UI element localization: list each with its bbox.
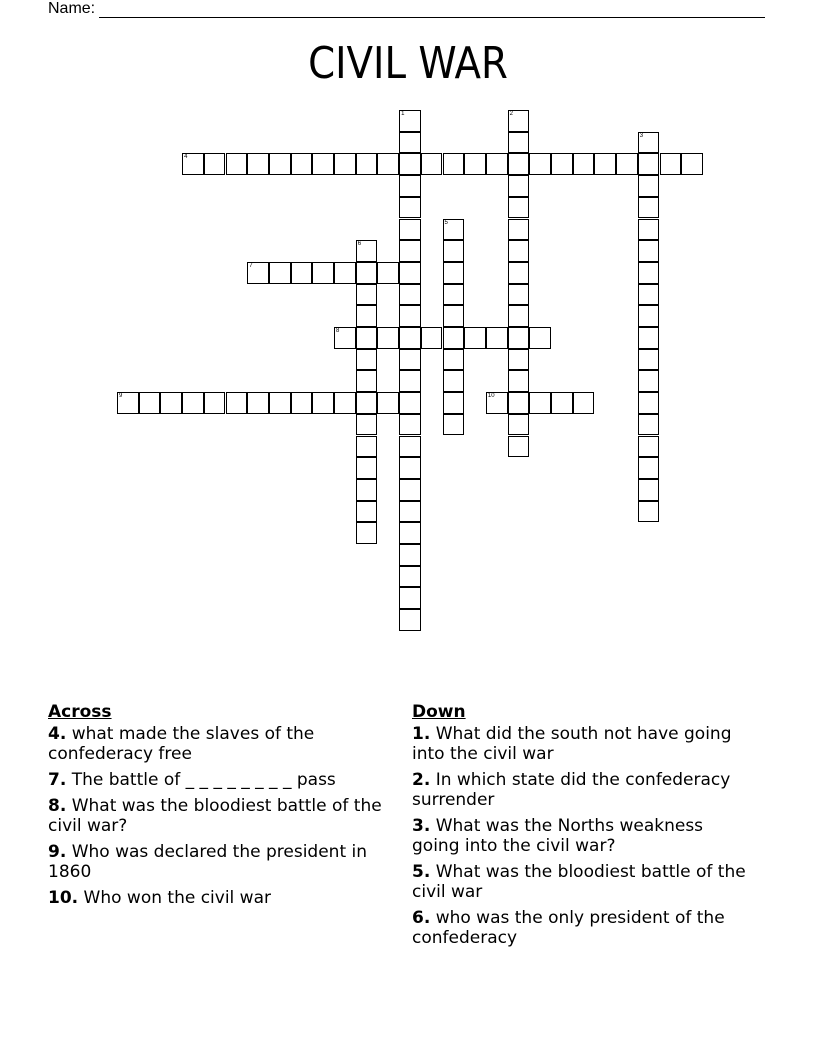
- clue-number: 5.: [412, 862, 431, 882]
- grid-cell[interactable]: [443, 392, 465, 414]
- grid-cell[interactable]: [182, 153, 204, 175]
- name-line[interactable]: [99, 3, 765, 18]
- grid-cell[interactable]: [269, 262, 291, 284]
- clue-text: Who won the civil war: [78, 888, 271, 908]
- grid-cell[interactable]: [356, 392, 378, 414]
- grid-cell[interactable]: [399, 305, 421, 327]
- clue-text: The battle of _ _ _ _ _ _ _ _ pass: [66, 770, 336, 790]
- clue-number-label: 8: [336, 328, 340, 334]
- grid-cell[interactable]: [638, 219, 660, 241]
- grid-cell[interactable]: [638, 479, 660, 501]
- grid-cell[interactable]: [464, 327, 486, 349]
- clue-number-label: 5: [444, 219, 448, 226]
- grid-cell[interactable]: [573, 392, 595, 414]
- grid-cell[interactable]: [638, 370, 660, 392]
- grid-cell[interactable]: [399, 479, 421, 501]
- grid-cell[interactable]: [399, 240, 421, 262]
- grid-cell[interactable]: [356, 436, 378, 458]
- clue-number: 7.: [48, 770, 67, 790]
- grid-cell[interactable]: [334, 327, 356, 349]
- clue-number-label: 3: [639, 132, 644, 139]
- grid-cell[interactable]: [334, 153, 356, 175]
- clue-number: 4.: [48, 724, 67, 744]
- grid-cell[interactable]: [508, 392, 530, 414]
- grid-cell[interactable]: [443, 349, 465, 371]
- grid-cell[interactable]: [638, 262, 660, 284]
- across-clue: [48, 888, 388, 908]
- clue-number: 2.: [412, 770, 431, 790]
- clue-number-label: 2: [509, 111, 513, 117]
- grid-cell[interactable]: [356, 327, 378, 349]
- grid-cell[interactable]: [356, 414, 378, 436]
- grid-cell[interactable]: [638, 501, 660, 523]
- clue-number: 6.: [412, 908, 431, 928]
- grid-cell[interactable]: [508, 349, 530, 371]
- grid-cell[interactable]: [226, 392, 248, 414]
- grid-cell[interactable]: [399, 370, 421, 392]
- grid-cell[interactable]: [638, 457, 660, 479]
- grid-cell[interactable]: [638, 175, 660, 197]
- grid-cell[interactable]: [356, 479, 378, 501]
- grid-cell[interactable]: [356, 262, 378, 284]
- across-clue: [48, 842, 388, 882]
- grid-cell[interactable]: [421, 153, 443, 175]
- clue-number: 1.: [412, 724, 431, 744]
- grid-cell[interactable]: [356, 153, 378, 175]
- grid-cell[interactable]: [399, 219, 421, 241]
- grid-cell[interactable]: [508, 284, 530, 306]
- page-title: CIVIL WAR: [308, 38, 508, 89]
- clue-number: 9.: [48, 842, 67, 862]
- grid-cell[interactable]: [638, 284, 660, 306]
- grid-cell[interactable]: [508, 153, 530, 175]
- clue-text: What was the bloodiest battle of the civil war: [412, 862, 746, 902]
- grid-cell[interactable]: [508, 175, 530, 197]
- down-clue: [412, 724, 752, 764]
- grid-cell[interactable]: [182, 392, 204, 414]
- grid-cell[interactable]: [247, 153, 269, 175]
- name-label: Name:: [48, 0, 96, 17]
- grid-cell[interactable]: [508, 197, 530, 219]
- grid-cell[interactable]: [529, 327, 551, 349]
- grid-cell[interactable]: [638, 349, 660, 371]
- clue-text: Who was declared the president in 1860: [48, 842, 368, 882]
- name-field[interactable]: [48, 0, 765, 18]
- grid-cell[interactable]: [291, 262, 313, 284]
- clue-text: What was the bloodiest battle of the civil war?: [48, 796, 382, 836]
- grid-cell[interactable]: [638, 153, 660, 175]
- grid-cell[interactable]: [638, 436, 660, 458]
- grid-cell[interactable]: [356, 349, 378, 371]
- grid-cell[interactable]: [486, 153, 508, 175]
- grid-cell[interactable]: [399, 349, 421, 371]
- grid-cell[interactable]: [443, 284, 465, 306]
- grid-cell[interactable]: [529, 153, 551, 175]
- grid-cell[interactable]: [638, 132, 660, 154]
- grid-cell[interactable]: [291, 392, 313, 414]
- grid-cell[interactable]: [312, 153, 334, 175]
- grid-cell[interactable]: [529, 392, 551, 414]
- grid-cell[interactable]: [443, 305, 465, 327]
- grid-cell[interactable]: [356, 240, 378, 262]
- grid-cell[interactable]: [399, 414, 421, 436]
- grid-cell[interactable]: [443, 370, 465, 392]
- grid-cell[interactable]: [312, 392, 334, 414]
- grid-cell[interactable]: [139, 392, 161, 414]
- clue-number-label: 1: [401, 111, 405, 117]
- across-heading: Across: [48, 702, 112, 722]
- grid-cell[interactable]: [399, 262, 421, 284]
- grid-cell[interactable]: [443, 414, 465, 436]
- grid-cell[interactable]: [486, 392, 508, 414]
- grid-cell[interactable]: [443, 219, 465, 241]
- clue-text: What was the Norths weakness going into the civil war?: [412, 816, 704, 856]
- grid-cell[interactable]: [508, 414, 530, 436]
- grid-cell[interactable]: [638, 197, 660, 219]
- clue-number-label: 7: [249, 262, 253, 269]
- grid-cell[interactable]: [356, 284, 378, 306]
- grid-cell[interactable]: [399, 132, 421, 154]
- grid-cell[interactable]: [377, 392, 399, 414]
- grid-cell[interactable]: [616, 153, 638, 175]
- grid-cell[interactable]: [356, 305, 378, 327]
- grid-cell[interactable]: [399, 153, 421, 175]
- grid-cell[interactable]: [377, 327, 399, 349]
- grid-cell[interactable]: [226, 153, 248, 175]
- grid-cell[interactable]: [399, 392, 421, 414]
- grid-cell[interactable]: [508, 327, 530, 349]
- clue-number: 10.: [48, 888, 79, 908]
- grid-cell[interactable]: [508, 262, 530, 284]
- grid-cell[interactable]: [399, 609, 421, 631]
- clue-text: what made the slaves of the confederacy free: [48, 724, 315, 764]
- grid-cell[interactable]: [508, 110, 530, 132]
- grid-cell[interactable]: [291, 153, 313, 175]
- down-heading: Down: [412, 702, 466, 722]
- grid-cell[interactable]: [443, 240, 465, 262]
- across-clue: [48, 796, 388, 836]
- grid-cell[interactable]: [399, 544, 421, 566]
- clue-number: 3.: [412, 816, 431, 836]
- grid-cell[interactable]: [508, 305, 530, 327]
- grid-cell[interactable]: [334, 262, 356, 284]
- clue-text: who was the only president of the confederacy: [412, 908, 725, 948]
- grid-cell[interactable]: [269, 153, 291, 175]
- across-clue: [48, 724, 388, 764]
- down-clues: [412, 702, 752, 954]
- grid-cell[interactable]: [399, 175, 421, 197]
- grid-cell[interactable]: [399, 197, 421, 219]
- grid-cell[interactable]: [594, 153, 616, 175]
- grid-cell[interactable]: [377, 153, 399, 175]
- grid-cell[interactable]: [356, 370, 378, 392]
- grid-cell[interactable]: [443, 327, 465, 349]
- grid-cell[interactable]: [204, 392, 226, 414]
- grid-cell[interactable]: [443, 262, 465, 284]
- grid-cell[interactable]: [573, 153, 595, 175]
- grid-cell[interactable]: [660, 153, 682, 175]
- grid-cell[interactable]: [160, 392, 182, 414]
- grid-cell[interactable]: [247, 262, 269, 284]
- down-clue: [412, 816, 752, 856]
- grid-cell[interactable]: [204, 153, 226, 175]
- grid-cell[interactable]: [638, 305, 660, 327]
- clue-text: What did the south not have going into the civil war: [412, 724, 732, 764]
- grid-cell[interactable]: [638, 392, 660, 414]
- grid-cell[interactable]: [508, 436, 530, 458]
- grid-cell[interactable]: [399, 327, 421, 349]
- grid-cell[interactable]: [356, 522, 378, 544]
- grid-cell[interactable]: [117, 392, 139, 414]
- grid-cell[interactable]: [464, 153, 486, 175]
- grid-cell[interactable]: [399, 587, 421, 609]
- grid-cell[interactable]: [551, 153, 573, 175]
- grid-cell[interactable]: [638, 240, 660, 262]
- grid-cell[interactable]: [356, 457, 378, 479]
- clue-number-label: 9: [119, 393, 123, 400]
- across-clues: [48, 702, 388, 914]
- grid-cell[interactable]: [399, 457, 421, 479]
- grid-cell[interactable]: [399, 522, 421, 544]
- clue-number-label: 10: [487, 393, 495, 400]
- grid-cell[interactable]: [681, 153, 703, 175]
- grid-cell[interactable]: [638, 414, 660, 436]
- grid-cell[interactable]: [312, 262, 334, 284]
- grid-cell[interactable]: [638, 327, 660, 349]
- down-clue: [412, 770, 752, 810]
- grid-cell[interactable]: [377, 262, 399, 284]
- clue-number: 8.: [48, 796, 67, 816]
- grid-cell[interactable]: [334, 392, 356, 414]
- grid-cell[interactable]: [421, 327, 443, 349]
- grid-cell[interactable]: [508, 240, 530, 262]
- grid-cell[interactable]: [443, 153, 465, 175]
- down-clue: [412, 908, 752, 948]
- down-clue: [412, 862, 752, 902]
- grid-cell[interactable]: [508, 132, 530, 154]
- grid-cell[interactable]: [551, 392, 573, 414]
- grid-cell[interactable]: [399, 436, 421, 458]
- grid-cell[interactable]: [508, 370, 530, 392]
- grid-cell[interactable]: [356, 501, 378, 523]
- clue-number-label: 4: [184, 154, 188, 161]
- grid-cell[interactable]: [399, 501, 421, 523]
- grid-cell[interactable]: [399, 110, 421, 132]
- grid-cell[interactable]: [247, 392, 269, 414]
- grid-cell[interactable]: [399, 284, 421, 306]
- grid-cell[interactable]: [399, 566, 421, 588]
- grid-cell[interactable]: [486, 327, 508, 349]
- clue-number-label: 6: [357, 241, 362, 248]
- grid-cell[interactable]: [508, 219, 530, 241]
- grid-cell[interactable]: [269, 392, 291, 414]
- clue-text: In which state did the confederacy surrender: [412, 770, 731, 810]
- across-clue: [48, 770, 388, 790]
